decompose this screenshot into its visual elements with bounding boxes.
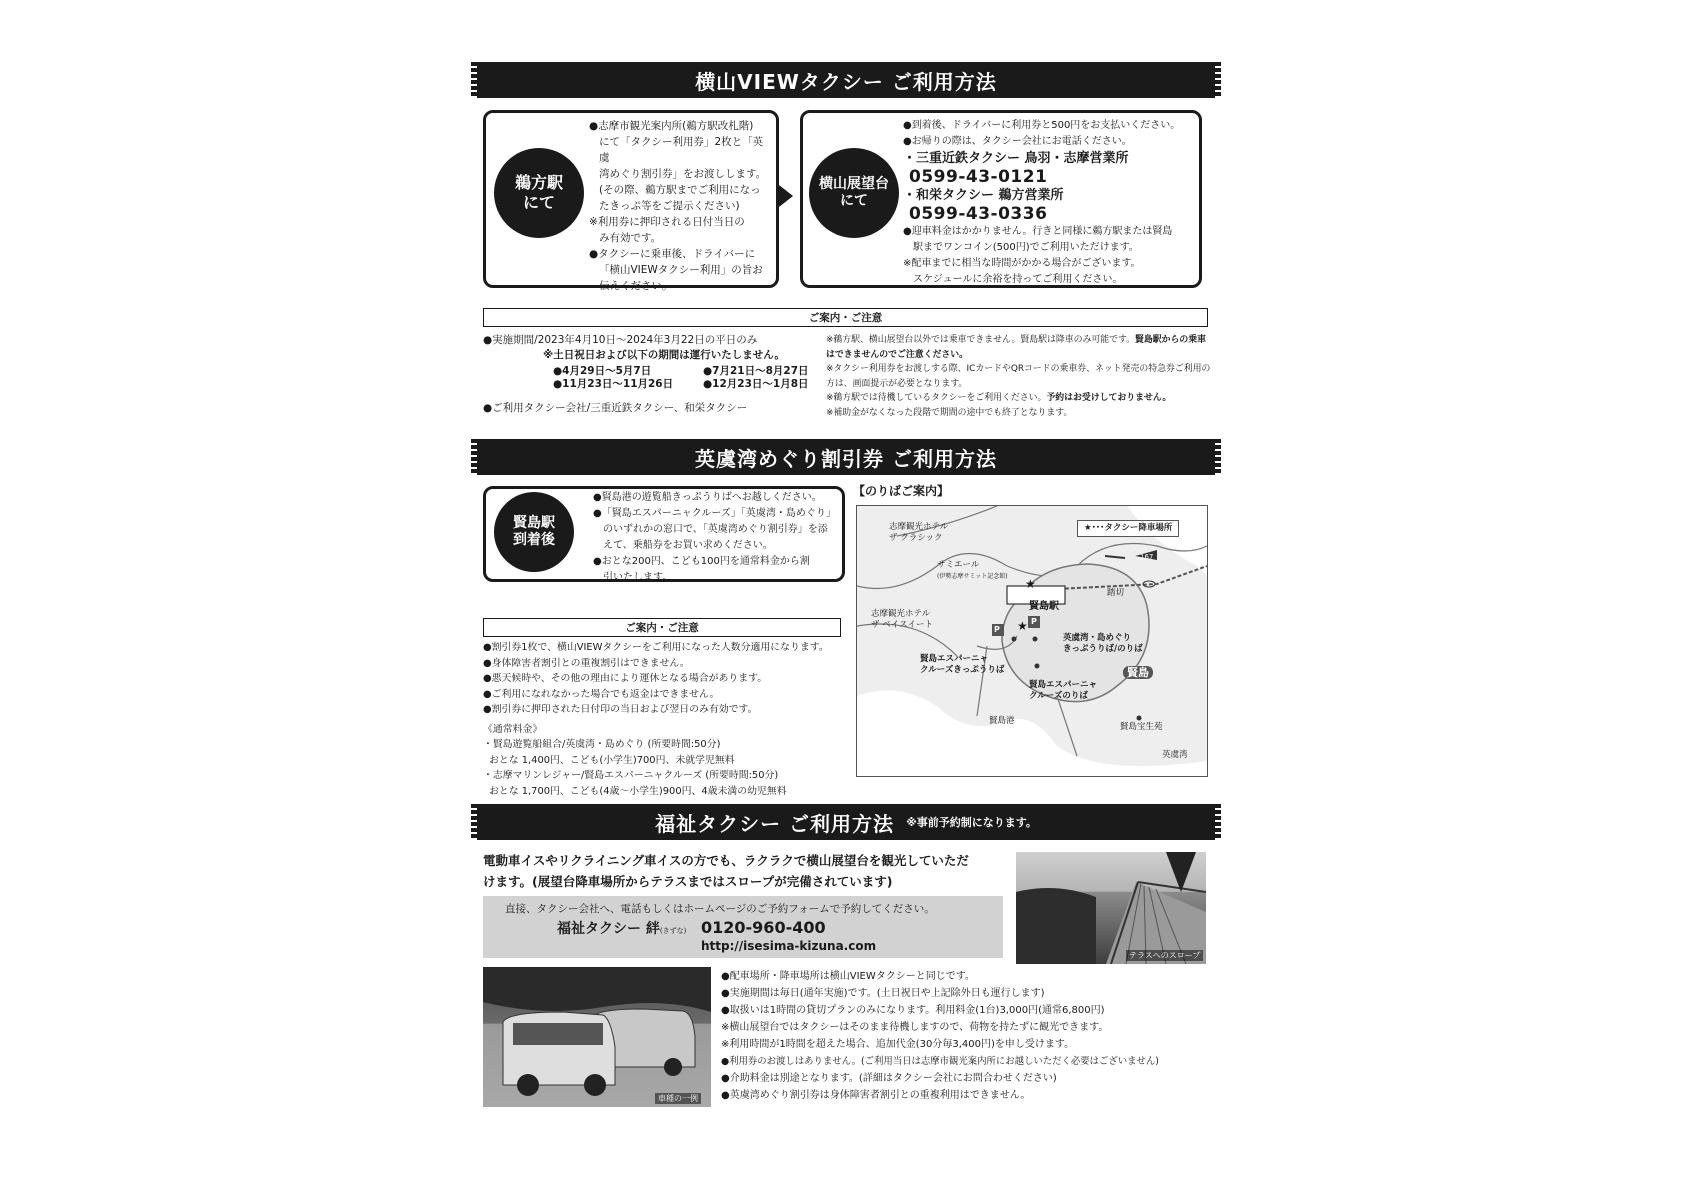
ago-note: ●悪天候時や、その他の理由により運休となる場合があります。	[483, 673, 768, 684]
ago-note: ●割引券1枚で、横山VIEWタクシーをご利用になった人数分適用になります。	[483, 642, 829, 653]
ago-line: えて、乗船券をお買い求めください。	[603, 540, 773, 551]
map-label-crossing: 踏切	[1107, 588, 1125, 598]
taxi-section-title: 横山VIEWタクシー ご利用方法	[695, 69, 997, 94]
map-label-samiel	[937, 560, 1008, 582]
kashikojima-circle-line2: 到着後	[513, 532, 555, 548]
map-label-agowan: 英虞湾	[1162, 750, 1188, 760]
welfare-title-note: ※事前予約制になります。	[906, 816, 1037, 829]
map-label-espana-ticket	[920, 654, 1004, 676]
ugata-line: たきっぷ等をご提示ください)	[599, 200, 740, 212]
yokoyama-circle-line2: にて	[840, 193, 868, 209]
map-label-text: きっぷうりば/のりば	[1063, 644, 1143, 654]
map-label-text: 英虞湾・島めぐり	[1063, 633, 1132, 643]
taxi-notice-header: ご案内・ご注意	[483, 308, 1208, 327]
excluded-date: ●7月21日～8月27日	[703, 365, 809, 377]
yokoyama-line: スケジュールに余裕を持ってご利用ください。	[913, 274, 1123, 285]
ugata-line: (その際、鵜方駅までご利用になっ	[599, 184, 761, 196]
map-drawing	[857, 506, 1207, 776]
yokoyama-line: ●お帰りの際は、タクシー会社にお電話ください。	[903, 136, 1132, 147]
parking-icon: P	[1031, 617, 1037, 626]
welfare-company-name: 福祉タクシー 絆	[557, 921, 660, 937]
van-photo-caption: 車種の一例	[655, 1093, 701, 1104]
map-label-hoseien: 賢島宝生苑	[1120, 722, 1163, 732]
route-167-label: 167	[1140, 553, 1154, 561]
welfare-section-title: 福祉タクシー ご利用方法	[655, 811, 895, 836]
boarding-map	[856, 505, 1208, 777]
ago-note: ●割引券に押印された日付印の当日および翌日のみ有効です。	[483, 704, 758, 715]
ago-notice-header: ご案内・ご注意	[483, 618, 841, 637]
taxi-right-notes	[826, 333, 1211, 420]
map-label-port: 賢島港	[989, 716, 1015, 726]
right-note-bold: 賢島駅からの乗車はできませんのでご注意ください。	[826, 335, 1207, 360]
welfare-notes	[721, 968, 1211, 1104]
taxi-period-block	[483, 333, 823, 416]
welfare-section-banner	[475, 804, 1217, 840]
welfare-note: ※横山展望台ではタクシーはそのまま待機しますので、荷物を持たずに観光できます。	[721, 1022, 1109, 1033]
map-label-text: ザ クラシック	[889, 533, 943, 543]
ago-notes	[483, 640, 855, 799]
ugata-line: にて「タクシー利用券」2枚と「英虞	[599, 136, 764, 164]
company-waei: ・和栄タクシー 鵜方営業所	[903, 188, 1064, 203]
excluded-dates	[483, 365, 823, 391]
ugata-line: 伝えください。	[599, 280, 673, 292]
map-label-hotel-classic	[889, 522, 948, 544]
ago-note: ●ご利用になれなかった場合でも返金はできません。	[483, 688, 720, 700]
slope-photo-caption: テラスへのスロープ	[1126, 950, 1203, 961]
ugata-line: ●志摩市観光案内所(鵜方駅改札階)	[589, 120, 754, 132]
taxi-section-banner	[475, 62, 1217, 98]
welfare-url[interactable]: http://isesima-kizuna.com	[701, 939, 877, 953]
right-note	[826, 333, 1211, 362]
right-note-bold: 予約はお受けしておりません。	[1046, 393, 1172, 403]
ago-section-title: 英虞湾めぐり割引券 ご利用方法	[695, 446, 997, 471]
star-icon: ★	[1017, 619, 1028, 633]
welfare-note: ●取扱いは1時間の貸切プランのみになります。利用料金(1台)3,000円(通常6,800円)	[721, 1005, 1105, 1016]
welfare-note: ●介助料金は別途となります。(詳細はタクシー会社にお問合わせください)	[721, 1073, 1057, 1084]
fare-line: おとな 1,700円、こども(4歳～小学生)900円、4歳未満の幼児無料	[489, 785, 787, 797]
welfare-intro-line: けます。(展望台降車場所からテラスまではスロープが完備されています)	[483, 874, 893, 889]
arrow-right-icon	[779, 185, 793, 207]
ugata-circle-line1: 鵜方駅	[514, 173, 563, 192]
right-note-text: 用の方は、画面提示が必要となります。	[826, 364, 1211, 389]
ugata-line: み有効です。	[599, 232, 662, 244]
map-title: 【のりばご案内】	[853, 484, 950, 498]
yokoyama-line: ●到着後、ドライバーに利用券と500円をお支払いください。	[903, 120, 1181, 131]
map-legend: ★･･･タクシー降車場所	[1077, 520, 1179, 537]
excluded-date: ●4月29日～5月7日	[553, 365, 652, 377]
ugata-station-circle	[494, 148, 584, 238]
yokoyama-instructions	[903, 118, 1195, 288]
fare-line: ・賢島遊覧船組合/英虞湾・島めぐり (所要時間:50分)	[483, 739, 721, 750]
right-note-text: ※タクシー利用券をお渡しする際、ICカードやQRコードの乗車券、ネット発売の特急券ご利	[826, 364, 1193, 374]
right-note: ※補助金がなくなった段階で期間の途中でも終了となります。	[826, 407, 1073, 418]
star-icon: ★	[1025, 577, 1036, 591]
ago-section-banner	[475, 439, 1217, 475]
map-label-text: クルーズきっぷうりば	[920, 665, 1005, 675]
kashikojima-circle-line1: 賢島駅	[513, 514, 555, 531]
slope-photo	[1016, 852, 1206, 964]
period-sub: ※土日祝日および以下の期間は運行いたしません。	[543, 349, 785, 361]
welfare-note: ※利用時間が1時間を超えた場合、追加代金(30分毎3,400円)を申し受けます。	[721, 1039, 1075, 1050]
welfare-intro	[483, 850, 1003, 892]
ago-line: のいずれかの窓口で、「英虞湾めぐり割引券」を添	[603, 524, 828, 535]
right-note	[826, 391, 1211, 406]
map-label-kashikojima: 賢島	[1123, 666, 1153, 679]
welfare-note: ●英虞湾めぐり割引券は身体障害者割引との重複利用はできません。	[721, 1090, 1031, 1101]
welfare-company-ruby: (きずな)	[659, 927, 687, 935]
map-label-hotel-bay	[871, 609, 933, 631]
ago-line: ●おとな200円、こども100円を通常料金から割	[593, 556, 810, 567]
period-line: ●実施期間/2023年4月10日～2024年3月22日の平日のみ	[483, 334, 758, 346]
van-photo-drawing	[483, 967, 711, 1107]
tel-kintetsu[interactable]: 0599-43-0121	[909, 167, 1048, 187]
map-label-espana-pier	[1029, 680, 1097, 702]
yokoyama-circle	[809, 148, 899, 238]
ugata-line: 「横山VIEWタクシー利用」の旨お	[599, 264, 763, 276]
welfare-tel[interactable]: 0120-960-400	[701, 918, 826, 937]
yokoyama-line: ●迎車料金はかかりません。行きと同様に鵜方駅または賢島	[903, 226, 1173, 237]
map-label-text: 賢島エスパーニャ	[1029, 680, 1098, 690]
yokoyama-line: 駅までワンコイン(500円)でご利用いただけます。	[913, 242, 1139, 253]
map-label-text: (伊勢志摩サミット記念館)	[937, 573, 1008, 580]
map-label-text: 志摩観光ホテル	[871, 609, 931, 619]
fare-line: ・志摩マリンレジャー/賢島エスパーニャクルーズ (所要時間:50分)	[483, 770, 779, 781]
fare-line: 《通常料金》	[483, 723, 543, 735]
kashikojima-instructions	[593, 490, 843, 586]
excluded-date: ●11月23日～11月26日	[553, 378, 674, 390]
map-label-text: クルーズのりば	[1029, 691, 1088, 701]
ugata-line: ※利用券に押印される日付当日の	[589, 216, 745, 228]
taxi-companies: ●ご利用タクシー会社/三重近鉄タクシー、和栄タクシー	[483, 402, 748, 414]
map-label-text: ザ ベイスイート	[871, 620, 933, 630]
map-label-station: 賢島駅	[1029, 601, 1059, 612]
ago-line: 引いたします。	[603, 572, 673, 583]
welfare-note: ●利用券のお渡しはありません。(ご利用当日は志摩市観光案内所にお越しいただく必要はございません)	[721, 1056, 1159, 1067]
ago-line: ●賢島港の遊覧船きっぷうりばへお越しください。	[593, 492, 822, 503]
ago-note: ●身体障害者割引との重複割引はできません。	[483, 657, 690, 669]
right-note	[826, 362, 1211, 391]
welfare-intro-line: 電動車イスやリクライニング車イスの方でも、ラクラクで横山展望台を観光していただ	[483, 853, 969, 868]
parking-icon: P	[994, 625, 1000, 634]
slope-photo-drawing	[1016, 852, 1206, 964]
map-label-text: サミエール	[937, 560, 980, 570]
van-photo	[483, 967, 711, 1107]
map-label-text: 志摩観光ホテル	[889, 522, 949, 532]
fare-line: おとな 1,400円、こども(小学生)700円、未就学児無料	[489, 754, 735, 766]
map-label-text: 賢島エスパーニャ	[920, 654, 989, 664]
ugata-line: 湾めぐり割引券」をお渡しします。	[599, 168, 767, 180]
yokoyama-line: ※配車までに相当な時間がかかる場合がございます。	[903, 258, 1141, 269]
ugata-circle-line2: にて	[522, 193, 555, 212]
welfare-note: ●実施期間は毎日(通年実施)です。(土日祝日や上記除外日も運行します)	[721, 988, 1045, 999]
reservation-note: 直接、タクシー会社へ、電話もしくはホームページのご予約フォームで予約してください。	[505, 903, 935, 915]
right-note-text: ※鵜方駅では待機しているタクシーをご利用ください。	[826, 393, 1047, 403]
yokoyama-circle-line1: 横山展望台	[819, 175, 889, 192]
ago-line: ●「賢島エスパーニャクルーズ」「英虞湾・島めぐり」	[593, 508, 836, 519]
excluded-date: ●12月23日～1月8日	[703, 378, 809, 390]
ugata-instructions	[589, 118, 767, 294]
map-label-agowan-pier	[1063, 633, 1143, 655]
welfare-note: ●配車場所・降車場所は横山VIEWタクシーと同じです。	[721, 971, 975, 982]
company-kintetsu: ・三重近鉄タクシー 鳥羽・志摩営業所	[903, 151, 1129, 166]
ugata-line: ●タクシーに乗車後、ドライバーに	[589, 248, 756, 260]
tel-waei[interactable]: 0599-43-0336	[909, 204, 1048, 224]
kashikojima-circle	[494, 492, 574, 572]
right-note-text: ※鵜方駅、横山展望台以外では乗車できません。賢島駅は降車のみ可能です。	[826, 335, 1136, 345]
welfare-company	[557, 922, 686, 939]
